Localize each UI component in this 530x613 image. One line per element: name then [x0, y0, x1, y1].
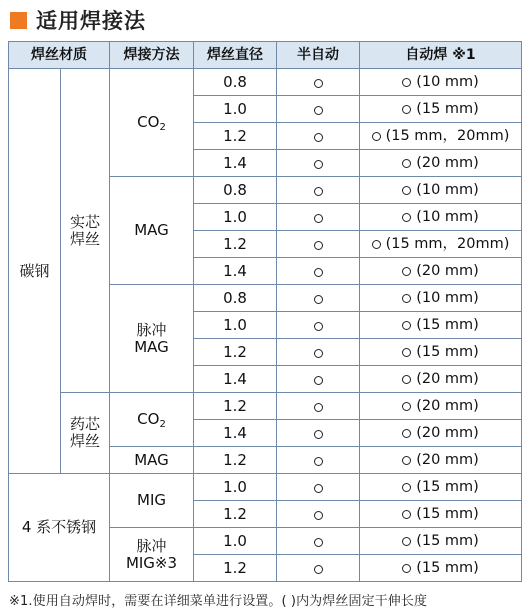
- auto-cell: [360, 528, 522, 555]
- method-co2-subscript: 2: [159, 419, 166, 430]
- table-row: [9, 474, 522, 501]
- auto-length: (20 mm): [416, 262, 479, 279]
- semi-auto-cell: [277, 231, 360, 258]
- diameter-cell: 1.2: [194, 501, 277, 528]
- section-title-bar: [10, 5, 146, 35]
- table-header-row: [9, 42, 522, 69]
- semi-auto-cell: [277, 96, 360, 123]
- auto-cell: [360, 420, 522, 447]
- diameter-cell: 1.2: [194, 231, 277, 258]
- method-pulse-mig: 脉冲 MIG※3: [110, 528, 194, 582]
- auto-cell: [360, 150, 522, 177]
- auto-length: (20 mm): [416, 154, 479, 171]
- semi-auto-cell: [277, 474, 360, 501]
- circle-mark-icon: [402, 294, 411, 303]
- circle-mark-icon: [402, 78, 411, 87]
- circle-mark-icon: [402, 483, 411, 492]
- auto-cell: [360, 204, 522, 231]
- header-wire-diameter: 焊丝直径: [194, 42, 277, 69]
- diameter-cell: 1.0: [194, 312, 277, 339]
- auto-cell: [360, 555, 522, 582]
- header-auto-weld: 自动焊 ※1: [360, 42, 522, 69]
- auto-length: (20 mm): [416, 424, 479, 441]
- method-co2: [110, 393, 194, 447]
- circle-mark-icon: [314, 187, 323, 196]
- semi-auto-cell: [277, 285, 360, 312]
- auto-length: (15 mm，20mm): [385, 235, 510, 252]
- welding-method-table: [8, 41, 522, 582]
- semi-auto-cell: [277, 177, 360, 204]
- auto-length: (10 mm): [416, 181, 479, 198]
- diameter-cell: 0.8: [194, 177, 277, 204]
- circle-mark-icon: [402, 537, 411, 546]
- table-row: [9, 69, 522, 96]
- circle-mark-icon: [314, 160, 323, 169]
- semi-auto-cell: [277, 366, 360, 393]
- method-mag: MAG: [110, 447, 194, 474]
- circle-mark-icon: [402, 402, 411, 411]
- circle-mark-icon: [402, 267, 411, 276]
- circle-mark-icon: [314, 214, 323, 223]
- circle-mark-icon: [402, 375, 411, 384]
- auto-cell: [360, 96, 522, 123]
- diameter-cell: 1.2: [194, 447, 277, 474]
- circle-mark-icon: [314, 133, 323, 142]
- method-co2-text: CO: [137, 113, 160, 131]
- circle-mark-icon: [402, 186, 411, 195]
- header-wire-material: 焊丝材质: [9, 42, 110, 69]
- footnote: ※1.使用自动焊时，需要在详细菜单进行设置。( )内为焊丝固定干伸长度: [9, 594, 428, 609]
- circle-mark-icon: [402, 105, 411, 114]
- circle-mark-icon: [314, 106, 323, 115]
- auto-cell: [360, 231, 522, 258]
- circle-mark-icon: [402, 348, 411, 357]
- diameter-cell: 1.2: [194, 393, 277, 420]
- circle-mark-icon: [402, 510, 411, 519]
- semi-auto-cell: [277, 150, 360, 177]
- circle-mark-icon: [314, 457, 323, 466]
- auto-length: (10 mm): [416, 73, 479, 90]
- method-pulse-mag: 脉冲 MAG: [110, 285, 194, 393]
- auto-cell: [360, 447, 522, 474]
- auto-length: (15 mm): [416, 316, 479, 333]
- circle-mark-icon: [314, 565, 323, 574]
- semi-auto-cell: [277, 447, 360, 474]
- circle-mark-icon: [372, 240, 381, 249]
- circle-mark-icon: [402, 456, 411, 465]
- auto-cell: [360, 177, 522, 204]
- table-row: [9, 393, 522, 420]
- auto-length: (15 mm): [416, 478, 479, 495]
- method-co2: [110, 69, 194, 177]
- circle-mark-icon: [402, 321, 411, 330]
- semi-auto-cell: [277, 123, 360, 150]
- auto-cell: [360, 366, 522, 393]
- circle-mark-icon: [402, 564, 411, 573]
- diameter-cell: 1.2: [194, 339, 277, 366]
- wire-type-flux: 药芯 焊丝: [61, 393, 110, 474]
- circle-mark-icon: [314, 538, 323, 547]
- semi-auto-cell: [277, 204, 360, 231]
- semi-auto-cell: [277, 258, 360, 285]
- diameter-cell: 1.4: [194, 258, 277, 285]
- diameter-cell: 1.4: [194, 150, 277, 177]
- semi-auto-cell: [277, 420, 360, 447]
- orange-square-icon: [10, 12, 27, 29]
- auto-length: (15 mm): [416, 532, 479, 549]
- diameter-cell: 1.2: [194, 555, 277, 582]
- header-welding-method: 焊接方法: [110, 42, 194, 69]
- auto-cell: [360, 393, 522, 420]
- auto-cell: [360, 123, 522, 150]
- auto-length: (20 mm): [416, 370, 479, 387]
- method-co2-subscript: 2: [159, 122, 166, 133]
- diameter-cell: 1.0: [194, 474, 277, 501]
- material-carbon-steel: 碳钢: [9, 69, 61, 474]
- circle-mark-icon: [314, 511, 323, 520]
- auto-cell: [360, 339, 522, 366]
- auto-length: (15 mm): [416, 343, 479, 360]
- auto-cell: [360, 285, 522, 312]
- circle-mark-icon: [314, 268, 323, 277]
- semi-auto-cell: [277, 69, 360, 96]
- diameter-cell: 1.4: [194, 420, 277, 447]
- section-title: 适用焊接法: [36, 9, 146, 33]
- circle-mark-icon: [314, 241, 323, 250]
- wire-type-solid: 实芯 焊丝: [61, 69, 110, 393]
- method-mag: MAG: [110, 177, 194, 285]
- auto-length: (15 mm): [416, 100, 479, 117]
- auto-cell: [360, 312, 522, 339]
- material-stainless: 4 系不锈钢: [9, 474, 110, 582]
- semi-auto-cell: [277, 555, 360, 582]
- circle-mark-icon: [314, 295, 323, 304]
- auto-length: (20 mm): [416, 397, 479, 414]
- header-semi-auto: 半自动: [277, 42, 360, 69]
- auto-length: (20 mm): [416, 451, 479, 468]
- circle-mark-icon: [314, 79, 323, 88]
- diameter-cell: 1.0: [194, 204, 277, 231]
- auto-length: (15 mm，20mm): [385, 127, 510, 144]
- auto-cell: [360, 258, 522, 285]
- circle-mark-icon: [402, 213, 411, 222]
- circle-mark-icon: [402, 159, 411, 168]
- circle-mark-icon: [372, 132, 381, 141]
- method-mig: MIG: [110, 474, 194, 528]
- circle-mark-icon: [314, 322, 323, 331]
- auto-cell: [360, 474, 522, 501]
- circle-mark-icon: [402, 429, 411, 438]
- diameter-cell: 0.8: [194, 285, 277, 312]
- diameter-cell: 1.0: [194, 528, 277, 555]
- circle-mark-icon: [314, 403, 323, 412]
- diameter-cell: 1.2: [194, 123, 277, 150]
- auto-cell: [360, 69, 522, 96]
- circle-mark-icon: [314, 376, 323, 385]
- circle-mark-icon: [314, 484, 323, 493]
- circle-mark-icon: [314, 349, 323, 358]
- semi-auto-cell: [277, 339, 360, 366]
- auto-cell: [360, 501, 522, 528]
- auto-length: (10 mm): [416, 208, 479, 225]
- semi-auto-cell: [277, 501, 360, 528]
- semi-auto-cell: [277, 528, 360, 555]
- semi-auto-cell: [277, 393, 360, 420]
- diameter-cell: 1.4: [194, 366, 277, 393]
- circle-mark-icon: [314, 430, 323, 439]
- auto-length: (10 mm): [416, 289, 479, 306]
- auto-length: (15 mm): [416, 559, 479, 576]
- method-co2-text: CO: [137, 410, 160, 428]
- diameter-cell: 1.0: [194, 96, 277, 123]
- auto-length: (15 mm): [416, 505, 479, 522]
- semi-auto-cell: [277, 312, 360, 339]
- diameter-cell: 0.8: [194, 69, 277, 96]
